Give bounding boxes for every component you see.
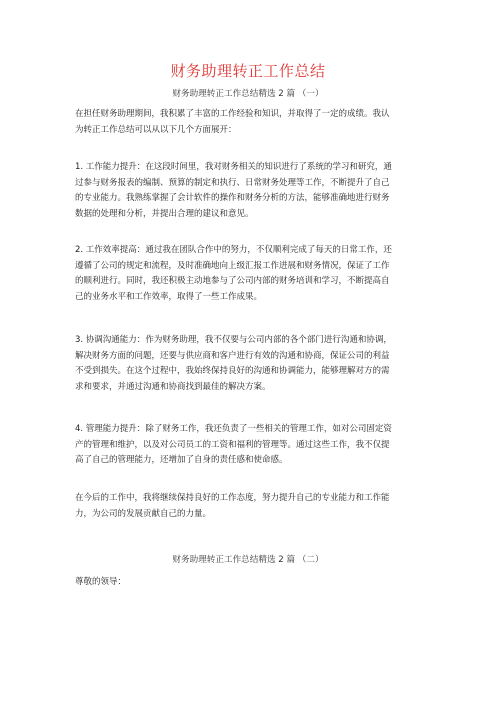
paragraph-line: 1. 工作能力提升：在这段时间里，我对财务相关的知识进行了系统的学习和研究，通 <box>75 162 392 172</box>
paragraph-line: 高了自己的管理能力，还增加了自身的责任感和使命感。 <box>75 455 288 466</box>
paragraph-line: 解决财务方面的问题，还要与供应商和客户进行有效的沟通和协商，保证公司的利益 <box>75 350 390 361</box>
paragraph-line: 遵循了公司的规定和流程，及时准确地向上级汇报工作进展和财务情况，保证了工作 <box>75 260 390 271</box>
section-subtitle-1: 财务助理转正工作总结精选 2 篇 （一） <box>172 89 324 99</box>
paragraph-line: 己的业务水平和工作效率，取得了一些工作成果。 <box>75 291 263 302</box>
document-title: 财务助理转正工作总结 <box>170 62 326 80</box>
paragraph-line: 2. 工作效率提高：通过我在团队合作中的努力，不仅顺利完成了每天的日常工作，还 <box>75 245 392 255</box>
paragraph-line: 产的管理和维护，以及对公司员工的工资和福利的管理等。通过这些工作，我不仅提 <box>75 439 390 450</box>
paragraph-work-efficiency <box>75 243 421 305</box>
paragraph-line: 的顺利进行。同时，我还积极主动地参与了公司内部的财务培训和学习，不断提高自 <box>75 276 390 287</box>
paragraph-line: 3. 协调沟通能力：作为财务助理，我不仅要与公司内部的各个部门进行沟通和协调， <box>75 335 392 345</box>
paragraph-line: 数据的处理和分析，并提出合理的建议和意见。 <box>75 208 254 219</box>
paragraph-line: 尊敬的领导： <box>75 577 127 587</box>
paragraph-line: 求和要求，并通过沟通和协商找到最佳的解决方案。 <box>75 381 271 392</box>
paragraph-line: 力，为公司的发展贡献自己的力量。 <box>75 508 212 519</box>
paragraph-management <box>75 422 421 469</box>
paragraph-line: 为转正工作总结可以从以下几个方面展开： <box>75 124 237 135</box>
closing-paragraph <box>75 491 421 522</box>
paragraph-line: 在担任财务助理期间，我积累了丰富的工作经验和知识，并取得了一定的成绩。我认 <box>75 109 390 119</box>
paragraph-line: 的专业能力。我熟练掌握了会计软件的操作和财务分析的方法，能够准确地进行财务 <box>75 193 390 204</box>
paragraph-communication <box>75 333 421 395</box>
paragraph-line: 4. 管理能力提升：除了财务工作，我还负责了一些相关的管理工作，如对公司固定资 <box>75 424 392 434</box>
greeting-line <box>75 575 421 591</box>
paragraph-line: 过参与财务报表的编制、预算的制定和执行、日常财务处理等工作，不断提升了自己 <box>75 177 390 188</box>
paragraph-work-ability <box>75 160 421 222</box>
section-subtitle-2: 财务助理转正工作总结精选 2 篇 （二） <box>172 555 324 565</box>
paragraph-line: 在今后的工作中，我将继续保持良好的工作态度，努力提升自己的专业能力和工作能 <box>75 493 390 503</box>
intro-paragraph <box>75 107 421 138</box>
paragraph-line: 不受到损失。在这个过程中，我始终保持良好的沟通和协调能力，能够理解对方的需 <box>75 366 390 377</box>
